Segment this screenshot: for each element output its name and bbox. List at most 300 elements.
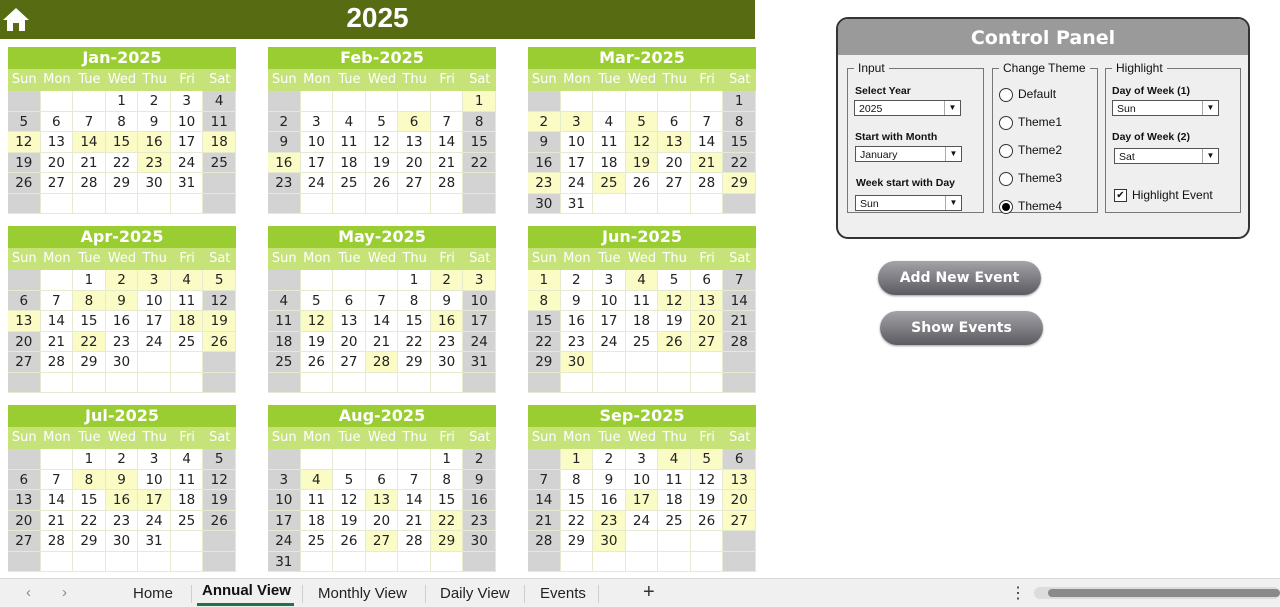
empty-day-cell[interactable]: [333, 270, 366, 291]
day-cell[interactable]: 2: [106, 270, 139, 291]
day-cell[interactable]: 19: [203, 311, 236, 332]
day-cell[interactable]: 25: [171, 332, 204, 353]
day-cell[interactable]: 23: [106, 511, 139, 532]
day-cell[interactable]: 17: [171, 132, 204, 153]
empty-day-cell[interactable]: [41, 373, 74, 394]
day-cell[interactable]: 17: [138, 490, 171, 511]
day-cell[interactable]: 16: [593, 490, 626, 511]
empty-day-cell[interactable]: [658, 91, 691, 112]
day-cell[interactable]: 24: [463, 332, 496, 353]
day-cell[interactable]: 12: [366, 132, 399, 153]
day-cell[interactable]: 20: [333, 332, 366, 353]
day-cell[interactable]: 24: [138, 511, 171, 532]
day-cell[interactable]: 15: [463, 132, 496, 153]
day-cell[interactable]: 30: [106, 352, 139, 373]
radio-circle-icon[interactable]: [999, 116, 1013, 130]
day-cell[interactable]: 1: [431, 449, 464, 470]
day-cell[interactable]: 30: [106, 531, 139, 552]
day-cell[interactable]: 15: [723, 132, 756, 153]
scrollbar-thumb[interactable]: [1048, 589, 1280, 597]
day-cell[interactable]: 5: [658, 270, 691, 291]
day-cell[interactable]: 10: [463, 291, 496, 312]
dow1-dropdown[interactable]: [1112, 100, 1219, 116]
day-cell[interactable]: 3: [268, 470, 301, 491]
empty-day-cell[interactable]: [431, 91, 464, 112]
day-cell[interactable]: 12: [8, 132, 41, 153]
horizontal-scrollbar[interactable]: [1034, 587, 1280, 599]
day-cell[interactable]: 11: [333, 132, 366, 153]
day-cell[interactable]: 19: [301, 332, 334, 353]
empty-day-cell[interactable]: [268, 449, 301, 470]
empty-day-cell[interactable]: [138, 373, 171, 394]
tab-monthly-view[interactable]: Monthly View: [318, 585, 407, 602]
day-cell[interactable]: 6: [723, 449, 756, 470]
day-cell[interactable]: 19: [203, 490, 236, 511]
empty-day-cell[interactable]: [463, 552, 496, 573]
empty-day-cell[interactable]: [366, 373, 399, 394]
empty-day-cell[interactable]: [41, 552, 74, 573]
day-cell[interactable]: 1: [73, 270, 106, 291]
empty-day-cell[interactable]: [41, 194, 74, 215]
day-cell[interactable]: 12: [626, 132, 659, 153]
day-cell[interactable]: 20: [366, 511, 399, 532]
day-cell[interactable]: 26: [366, 173, 399, 194]
day-cell[interactable]: 29: [73, 352, 106, 373]
day-cell[interactable]: 28: [431, 173, 464, 194]
day-cell[interactable]: 5: [203, 270, 236, 291]
empty-day-cell[interactable]: [333, 449, 366, 470]
empty-day-cell[interactable]: [593, 552, 626, 573]
day-cell[interactable]: 20: [723, 490, 756, 511]
day-cell[interactable]: 11: [203, 112, 236, 133]
day-cell[interactable]: 27: [691, 332, 724, 353]
more-options-icon[interactable]: ⋮: [1010, 585, 1026, 602]
empty-day-cell[interactable]: [268, 194, 301, 215]
highlight-event-checkbox[interactable]: [1114, 188, 1213, 202]
empty-day-cell[interactable]: [333, 91, 366, 112]
add-new-event-button[interactable]: Add New Event: [878, 261, 1041, 295]
day-cell[interactable]: 15: [398, 311, 431, 332]
day-cell[interactable]: 16: [138, 132, 171, 153]
empty-day-cell[interactable]: [463, 373, 496, 394]
empty-day-cell[interactable]: [463, 194, 496, 215]
day-cell[interactable]: 27: [658, 173, 691, 194]
empty-day-cell[interactable]: [691, 91, 724, 112]
empty-day-cell[interactable]: [626, 91, 659, 112]
empty-day-cell[interactable]: [171, 373, 204, 394]
empty-day-cell[interactable]: [301, 449, 334, 470]
day-cell[interactable]: 3: [138, 270, 171, 291]
day-cell[interactable]: 29: [73, 531, 106, 552]
day-cell[interactable]: 11: [626, 291, 659, 312]
day-cell[interactable]: 18: [333, 153, 366, 174]
day-cell[interactable]: 20: [691, 311, 724, 332]
day-cell[interactable]: 25: [203, 153, 236, 174]
day-cell[interactable]: 14: [723, 291, 756, 312]
day-cell[interactable]: 16: [561, 311, 594, 332]
dropdown-arrow-icon[interactable]: ▼: [944, 101, 960, 115]
day-cell[interactable]: 27: [41, 173, 74, 194]
empty-day-cell[interactable]: [106, 552, 139, 573]
radio-circle-icon[interactable]: [999, 144, 1013, 158]
empty-day-cell[interactable]: [398, 449, 431, 470]
day-cell[interactable]: 1: [723, 91, 756, 112]
day-cell[interactable]: 15: [106, 132, 139, 153]
day-cell[interactable]: 18: [171, 490, 204, 511]
day-cell[interactable]: 7: [398, 470, 431, 491]
day-cell[interactable]: 9: [268, 132, 301, 153]
next-sheet-icon[interactable]: ›: [62, 584, 67, 601]
day-cell[interactable]: 21: [398, 511, 431, 532]
day-cell[interactable]: 6: [41, 112, 74, 133]
day-cell[interactable]: 9: [431, 291, 464, 312]
empty-day-cell[interactable]: [203, 173, 236, 194]
day-cell[interactable]: 7: [41, 470, 74, 491]
day-cell[interactable]: 14: [431, 132, 464, 153]
empty-day-cell[interactable]: [203, 552, 236, 573]
day-cell[interactable]: 12: [691, 470, 724, 491]
empty-day-cell[interactable]: [398, 91, 431, 112]
empty-day-cell[interactable]: [593, 91, 626, 112]
day-cell[interactable]: 1: [73, 449, 106, 470]
empty-day-cell[interactable]: [41, 270, 74, 291]
empty-day-cell[interactable]: [8, 373, 41, 394]
day-cell[interactable]: 24: [593, 332, 626, 353]
empty-day-cell[interactable]: [528, 91, 561, 112]
empty-day-cell[interactable]: [431, 373, 464, 394]
day-cell[interactable]: 18: [301, 511, 334, 532]
day-cell[interactable]: 13: [333, 311, 366, 332]
day-cell[interactable]: 15: [528, 311, 561, 332]
day-cell[interactable]: 10: [626, 470, 659, 491]
day-cell[interactable]: 25: [268, 352, 301, 373]
day-cell[interactable]: 7: [528, 470, 561, 491]
day-cell[interactable]: 26: [203, 332, 236, 353]
day-cell[interactable]: 12: [203, 291, 236, 312]
empty-day-cell[interactable]: [203, 373, 236, 394]
day-cell[interactable]: 6: [398, 112, 431, 133]
day-cell[interactable]: 10: [138, 291, 171, 312]
day-cell[interactable]: 9: [593, 470, 626, 491]
day-cell[interactable]: 25: [301, 531, 334, 552]
prev-sheet-icon[interactable]: ‹: [26, 584, 31, 601]
day-cell[interactable]: 22: [106, 153, 139, 174]
day-cell[interactable]: 9: [106, 470, 139, 491]
dropdown-arrow-icon[interactable]: ▼: [1202, 149, 1218, 163]
day-cell[interactable]: 26: [333, 531, 366, 552]
empty-day-cell[interactable]: [658, 194, 691, 215]
day-cell[interactable]: 9: [138, 112, 171, 133]
day-cell[interactable]: 7: [41, 291, 74, 312]
day-cell[interactable]: 25: [658, 511, 691, 532]
day-cell[interactable]: 27: [398, 173, 431, 194]
day-cell[interactable]: 15: [73, 311, 106, 332]
day-cell[interactable]: 6: [8, 470, 41, 491]
empty-day-cell[interactable]: [8, 449, 41, 470]
empty-day-cell[interactable]: [301, 552, 334, 573]
day-cell[interactable]: 23: [463, 511, 496, 532]
day-cell[interactable]: 7: [431, 112, 464, 133]
empty-day-cell[interactable]: [138, 194, 171, 215]
day-cell[interactable]: 11: [593, 132, 626, 153]
empty-day-cell[interactable]: [593, 352, 626, 373]
day-cell[interactable]: 2: [268, 112, 301, 133]
day-cell[interactable]: 1: [463, 91, 496, 112]
day-cell[interactable]: 10: [268, 490, 301, 511]
day-cell[interactable]: 15: [431, 490, 464, 511]
day-cell[interactable]: 29: [106, 173, 139, 194]
radio-circle-icon[interactable]: [999, 88, 1013, 102]
day-cell[interactable]: 10: [171, 112, 204, 133]
empty-day-cell[interactable]: [8, 270, 41, 291]
day-cell[interactable]: 12: [658, 291, 691, 312]
day-cell[interactable]: 18: [268, 332, 301, 353]
day-cell[interactable]: 11: [171, 470, 204, 491]
theme-radio[interactable]: [999, 199, 1062, 214]
day-cell[interactable]: 1: [528, 270, 561, 291]
day-cell[interactable]: 22: [463, 153, 496, 174]
empty-day-cell[interactable]: [171, 552, 204, 573]
day-cell[interactable]: 9: [528, 132, 561, 153]
day-cell[interactable]: 3: [593, 270, 626, 291]
day-cell[interactable]: 4: [593, 112, 626, 133]
day-cell[interactable]: 10: [138, 470, 171, 491]
empty-day-cell[interactable]: [431, 552, 464, 573]
day-cell[interactable]: 23: [528, 173, 561, 194]
empty-day-cell[interactable]: [366, 91, 399, 112]
day-cell[interactable]: 22: [431, 511, 464, 532]
empty-day-cell[interactable]: [268, 373, 301, 394]
empty-day-cell[interactable]: [528, 449, 561, 470]
day-cell[interactable]: 30: [593, 531, 626, 552]
day-cell[interactable]: 28: [398, 531, 431, 552]
day-cell[interactable]: 3: [626, 449, 659, 470]
day-cell[interactable]: 10: [593, 291, 626, 312]
week-start-dropdown[interactable]: [855, 195, 962, 211]
day-cell[interactable]: 16: [106, 311, 139, 332]
day-cell[interactable]: 17: [301, 153, 334, 174]
day-cell[interactable]: 15: [73, 490, 106, 511]
empty-day-cell[interactable]: [626, 531, 659, 552]
day-cell[interactable]: 18: [658, 490, 691, 511]
day-cell[interactable]: 19: [8, 153, 41, 174]
day-cell[interactable]: 5: [8, 112, 41, 133]
empty-day-cell[interactable]: [626, 552, 659, 573]
day-cell[interactable]: 25: [593, 173, 626, 194]
day-cell[interactable]: 22: [561, 511, 594, 532]
day-cell[interactable]: 5: [691, 449, 724, 470]
day-cell[interactable]: 8: [398, 291, 431, 312]
day-cell[interactable]: 22: [723, 153, 756, 174]
day-cell[interactable]: 5: [366, 112, 399, 133]
day-cell[interactable]: 3: [301, 112, 334, 133]
day-cell[interactable]: 14: [691, 132, 724, 153]
empty-day-cell[interactable]: [398, 373, 431, 394]
empty-day-cell[interactable]: [171, 194, 204, 215]
day-cell[interactable]: 29: [431, 531, 464, 552]
checkbox-check-icon[interactable]: ✔: [1114, 189, 1127, 202]
day-cell[interactable]: 2: [106, 449, 139, 470]
day-cell[interactable]: 4: [658, 449, 691, 470]
day-cell[interactable]: 21: [528, 511, 561, 532]
day-cell[interactable]: 16: [528, 153, 561, 174]
empty-day-cell[interactable]: [398, 194, 431, 215]
day-cell[interactable]: 29: [723, 173, 756, 194]
empty-day-cell[interactable]: [561, 373, 594, 394]
empty-day-cell[interactable]: [723, 373, 756, 394]
day-cell[interactable]: 21: [723, 311, 756, 332]
day-cell[interactable]: 4: [626, 270, 659, 291]
start-month-dropdown[interactable]: [855, 146, 962, 162]
day-cell[interactable]: 30: [561, 352, 594, 373]
day-cell[interactable]: 3: [561, 112, 594, 133]
empty-day-cell[interactable]: [333, 194, 366, 215]
day-cell[interactable]: 28: [73, 173, 106, 194]
day-cell[interactable]: 23: [561, 332, 594, 353]
day-cell[interactable]: 13: [41, 132, 74, 153]
empty-day-cell[interactable]: [626, 373, 659, 394]
day-cell[interactable]: 21: [41, 332, 74, 353]
day-cell[interactable]: 4: [301, 470, 334, 491]
day-cell[interactable]: 19: [691, 490, 724, 511]
day-cell[interactable]: 25: [171, 511, 204, 532]
day-cell[interactable]: 9: [561, 291, 594, 312]
theme-radio[interactable]: [999, 143, 1062, 158]
empty-day-cell[interactable]: [41, 449, 74, 470]
day-cell[interactable]: 26: [658, 332, 691, 353]
day-cell[interactable]: 30: [463, 531, 496, 552]
empty-day-cell[interactable]: [366, 194, 399, 215]
day-cell[interactable]: 8: [106, 112, 139, 133]
day-cell[interactable]: 4: [203, 91, 236, 112]
day-cell[interactable]: 4: [268, 291, 301, 312]
day-cell[interactable]: 2: [138, 91, 171, 112]
day-cell[interactable]: 17: [268, 511, 301, 532]
day-cell[interactable]: 18: [203, 132, 236, 153]
day-cell[interactable]: 24: [171, 153, 204, 174]
day-cell[interactable]: 6: [333, 291, 366, 312]
day-cell[interactable]: 13: [366, 490, 399, 511]
empty-day-cell[interactable]: [301, 91, 334, 112]
empty-day-cell[interactable]: [333, 552, 366, 573]
day-cell[interactable]: 12: [333, 490, 366, 511]
empty-day-cell[interactable]: [301, 373, 334, 394]
empty-day-cell[interactable]: [73, 552, 106, 573]
day-cell[interactable]: 10: [301, 132, 334, 153]
empty-day-cell[interactable]: [73, 194, 106, 215]
day-cell[interactable]: 20: [8, 511, 41, 532]
empty-day-cell[interactable]: [8, 552, 41, 573]
empty-day-cell[interactable]: [366, 270, 399, 291]
empty-day-cell[interactable]: [203, 194, 236, 215]
day-cell[interactable]: 17: [593, 311, 626, 332]
day-cell[interactable]: 29: [561, 531, 594, 552]
day-cell[interactable]: 7: [73, 112, 106, 133]
day-cell[interactable]: 21: [431, 153, 464, 174]
day-cell[interactable]: 17: [561, 153, 594, 174]
day-cell[interactable]: 31: [138, 531, 171, 552]
day-cell[interactable]: 5: [333, 470, 366, 491]
empty-day-cell[interactable]: [528, 552, 561, 573]
day-cell[interactable]: 22: [528, 332, 561, 353]
day-cell[interactable]: 31: [171, 173, 204, 194]
day-cell[interactable]: 17: [463, 311, 496, 332]
day-cell[interactable]: 14: [41, 311, 74, 332]
day-cell[interactable]: 5: [301, 291, 334, 312]
day-cell[interactable]: 27: [333, 352, 366, 373]
day-cell[interactable]: 26: [203, 511, 236, 532]
day-cell[interactable]: 26: [691, 511, 724, 532]
empty-day-cell[interactable]: [138, 352, 171, 373]
day-cell[interactable]: 21: [41, 511, 74, 532]
theme-radio[interactable]: [999, 171, 1062, 186]
day-cell[interactable]: 19: [626, 153, 659, 174]
day-cell[interactable]: 24: [268, 531, 301, 552]
day-cell[interactable]: 13: [723, 470, 756, 491]
day-cell[interactable]: 20: [41, 153, 74, 174]
theme-radio[interactable]: [999, 115, 1062, 130]
empty-day-cell[interactable]: [8, 91, 41, 112]
empty-day-cell[interactable]: [268, 270, 301, 291]
empty-day-cell[interactable]: [691, 352, 724, 373]
day-cell[interactable]: 14: [73, 132, 106, 153]
empty-day-cell[interactable]: [463, 173, 496, 194]
day-cell[interactable]: 23: [593, 511, 626, 532]
day-cell[interactable]: 22: [398, 332, 431, 353]
empty-day-cell[interactable]: [333, 373, 366, 394]
day-cell[interactable]: 8: [431, 470, 464, 491]
empty-day-cell[interactable]: [691, 531, 724, 552]
empty-day-cell[interactable]: [626, 352, 659, 373]
day-cell[interactable]: 11: [301, 490, 334, 511]
day-cell[interactable]: 31: [268, 552, 301, 573]
day-cell[interactable]: 28: [691, 173, 724, 194]
select-year-dropdown[interactable]: [854, 100, 961, 116]
day-cell[interactable]: 4: [333, 112, 366, 133]
day-cell[interactable]: 6: [691, 270, 724, 291]
empty-day-cell[interactable]: [626, 194, 659, 215]
empty-day-cell[interactable]: [561, 552, 594, 573]
day-cell[interactable]: 12: [301, 311, 334, 332]
day-cell[interactable]: 1: [398, 270, 431, 291]
empty-day-cell[interactable]: [106, 194, 139, 215]
day-cell[interactable]: 31: [561, 194, 594, 215]
day-cell[interactable]: 3: [171, 91, 204, 112]
day-cell[interactable]: 28: [366, 352, 399, 373]
day-cell[interactable]: 14: [366, 311, 399, 332]
day-cell[interactable]: 11: [171, 291, 204, 312]
day-cell[interactable]: 5: [203, 449, 236, 470]
empty-day-cell[interactable]: [73, 373, 106, 394]
empty-day-cell[interactable]: [658, 373, 691, 394]
day-cell[interactable]: 28: [528, 531, 561, 552]
empty-day-cell[interactable]: [106, 373, 139, 394]
day-cell[interactable]: 21: [691, 153, 724, 174]
empty-day-cell[interactable]: [73, 91, 106, 112]
day-cell[interactable]: 2: [528, 112, 561, 133]
day-cell[interactable]: 25: [333, 173, 366, 194]
day-cell[interactable]: 20: [8, 332, 41, 353]
day-cell[interactable]: 28: [41, 531, 74, 552]
day-cell[interactable]: 8: [73, 291, 106, 312]
empty-day-cell[interactable]: [366, 449, 399, 470]
day-cell[interactable]: 20: [658, 153, 691, 174]
day-cell[interactable]: 8: [528, 291, 561, 312]
empty-day-cell[interactable]: [593, 194, 626, 215]
day-cell[interactable]: 2: [593, 449, 626, 470]
day-cell[interactable]: 8: [561, 470, 594, 491]
day-cell[interactable]: 16: [106, 490, 139, 511]
